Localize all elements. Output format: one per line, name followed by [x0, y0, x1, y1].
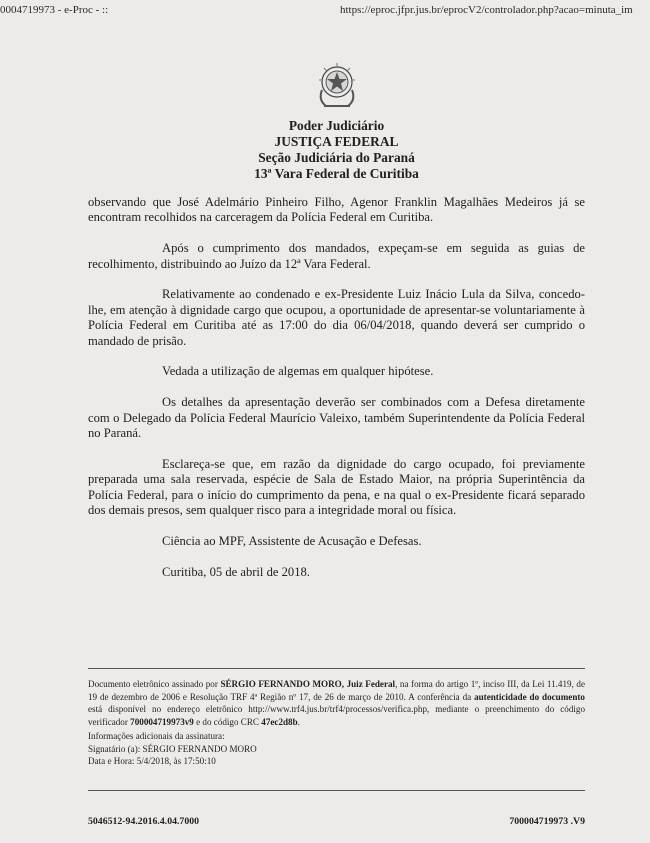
crc-code: 47ec2d8b [261, 716, 298, 727]
footer-divider-bottom [88, 790, 585, 791]
date-line: Curitiba, 05 de abril de 2018. [162, 564, 310, 579]
header-line-court: 13ª Vara Federal de Curitiba [254, 166, 419, 181]
sig-text-b: , na forma do artigo 1º, inciso III, da Lei 11.419, de 19 de dezembro de 2006 e Resolução TRF 4ª Região nº 17, de 26 de março de 2010. A conferência da [88, 679, 585, 702]
browser-print-header [0, 0, 650, 20]
page-url: https://eproc.jfpr.jus.br/eprocV2/controlador.php?acao=minuta_im [340, 4, 633, 16]
signature-statement [88, 678, 585, 728]
paragraph-1: observando que José Adelmário Pinheiro Filho, Agenor Franklin Magalhães Medeiros já se encontram recolhidos na carceragem da Polícia Federal em Curitiba. [88, 195, 585, 225]
sig-text-c: está disponível no endereço eletrônico http://www.trf4.jus.br/trf4/processos/verifica.php, mediante o preenchimento do código verificador [88, 704, 585, 727]
page-title: 0004719973 - e-Proc - :: [0, 4, 109, 16]
paragraph-7: Ciência ao MPF, Assistente de Acusação e Defesas. [162, 533, 422, 548]
paragraph-6: Esclareça-se que, em razão da dignidade do cargo ocupado, foi previamente preparada uma sala reservada, espécie de Sala de Estado Maior, na própria Superintência da Polícia Federal, para o início do cumprimento da pena, e na qual o ex-Presidente ficará separado dos demais presos, sem qualquer risco para a integridade moral ou física. [88, 456, 585, 518]
signatory-line: Signatário (a): SÉRGIO FERNANDO MORO [88, 743, 257, 754]
sig-text-a: Documento eletrônico assinado por [88, 679, 221, 689]
paragraph-4: Vedada a utilização de algemas em qualquer hipótese. [162, 364, 434, 379]
header-line-judicial-section: Seção Judiciária do Paraná [258, 150, 415, 165]
paragraph-3: Relativamente ao condenado e ex-Presidente Luiz Inácio Lula da Silva, concedo-lhe, em atenção à dignidade cargo que ocupou, a oportunidade de apresentar-se voluntariamente à Polícia Federal em Curitiba até as 17:00 do dia 06/04/2018, quando deverá ser cumprido o mandado de prisão. [88, 287, 585, 348]
document-header [0, 118, 650, 182]
signature-block [88, 678, 585, 728]
process-number: 5046512-94.2016.4.04.7000 [88, 816, 200, 827]
sig-text-d: e do código CRC [193, 716, 262, 727]
verifier-code: 700004719973v9 [130, 716, 194, 727]
datetime-line: Data e Hora: 5/4/2018, às 17:50:10 [88, 756, 216, 767]
authenticity-label: autenticidade do documento [474, 691, 585, 702]
info-title: Informações adicionais da assinatura: [88, 731, 225, 741]
signer-name: SÉRGIO FERNANDO MORO, Juiz Federal [220, 679, 396, 689]
additional-signature-info [88, 730, 488, 768]
sig-text-e: . [297, 716, 300, 727]
paragraph-5: Os detalhes da apresentação deverão ser combinados com a Defesa diretamente com o Delegado da Polícia Federal Maurício Valeixo, também Superintendente da Polícia Federal no Paraná. [88, 395, 585, 441]
document-version: 700004719973 .V9 [509, 816, 585, 827]
coat-of-arms-emblem [314, 60, 360, 110]
header-line-judiciary: Poder Judiciário [288, 118, 385, 133]
paragraph-2: Após o cumprimento dos mandados, expeçam-se em seguida as guias de recolhimento, distribuindo ao Juízo da 12ª Vara Federal. [88, 241, 585, 271]
header-line-federal-justice: JUSTIÇA FEDERAL [274, 134, 399, 149]
document-body [88, 195, 585, 595]
footer-divider-top [88, 668, 585, 669]
